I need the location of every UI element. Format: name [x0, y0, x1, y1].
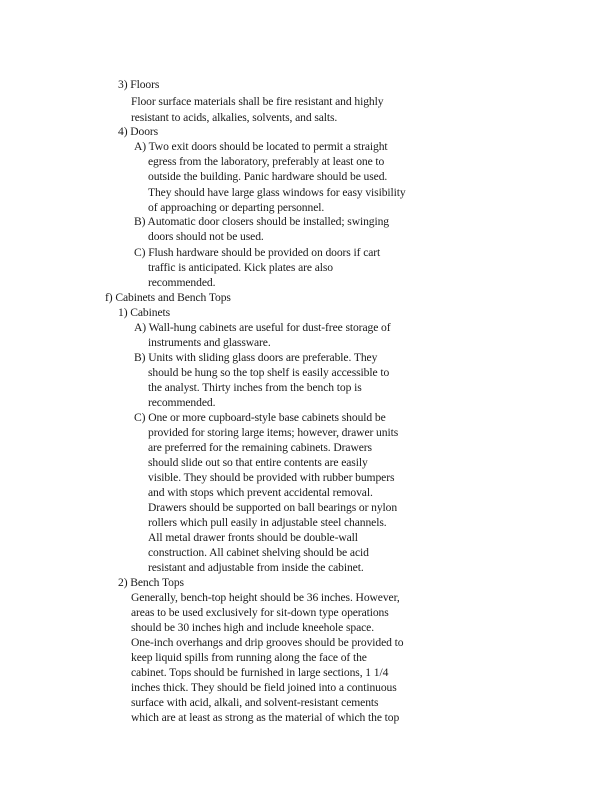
- doors-heading: 4) Doors: [118, 125, 159, 138]
- cabinets-section-heading: f) Cabinets and Bench Tops: [105, 291, 231, 304]
- doors-item-a-line: A) Two exit doors should be located to permit a straight: [134, 140, 388, 153]
- cabinets-item-c-line: rollers which pull easily in adjustable steel channels.: [148, 516, 387, 529]
- cabinets-item-c-line: C) One or more cupboard-style base cabinets should be: [134, 411, 386, 424]
- cabinets-item-a-line: instruments and glassware.: [148, 336, 271, 349]
- bench-tops-body-line: One-inch overhangs and drip grooves should be provided to: [131, 636, 404, 649]
- floors-heading: 3) Floors: [118, 78, 160, 91]
- cabinets-item-c-line: are preferred for the remaining cabinets. Drawers: [148, 441, 372, 454]
- cabinets-item-b-line: B) Units with sliding glass doors are preferable. They: [134, 351, 378, 364]
- bench-tops-body-line: Generally, bench-top height should be 36 inches. However,: [131, 591, 400, 604]
- bench-tops-body-line: surface with acid, alkali, and solvent-resistant cements: [131, 696, 379, 709]
- cabinets-item-c-line: visible. They should be provided with rubber bumpers: [148, 471, 395, 484]
- floors-body-line: Floor surface materials shall be fire resistant and highly: [131, 95, 384, 108]
- doors-item-b-line: doors should not be used.: [148, 230, 264, 243]
- cabinets-item-c-line: and with stops which prevent accidental removal.: [148, 486, 373, 499]
- doors-item-a-line: They should have large glass windows for easy visibility: [148, 186, 406, 199]
- cabinets-item-c-line: All metal drawer fronts should be double-wall: [148, 531, 358, 544]
- doors-item-a-line: egress from the laboratory, preferably at least one to: [148, 155, 385, 168]
- bench-tops-body-line: keep liquid spills from running along the face of the: [131, 651, 367, 664]
- cabinets-item-c-line: resistant and adjustable from inside the cabinet.: [148, 561, 364, 574]
- cabinets-item-b-line: should be hung so the top shelf is easily accessible to: [148, 366, 390, 379]
- cabinets-item-a-line: A) Wall-hung cabinets are useful for dust-free storage of: [134, 321, 391, 334]
- bench-tops-body-line: should be 30 inches high and include kneehole space.: [131, 621, 375, 634]
- cabinets-heading: 1) Cabinets: [118, 306, 171, 319]
- bench-tops-body-line: cabinet. Tops should be furnished in large sections, 1 1/4: [131, 666, 389, 679]
- bench-tops-heading: 2) Bench Tops: [118, 576, 184, 589]
- doors-item-b-line: B) Automatic door closers should be installed; swinging: [134, 215, 390, 228]
- cabinets-item-c-line: provided for storing large items; however, drawer units: [148, 426, 399, 439]
- bench-tops-body-line: areas to be used exclusively for sit-down type operations: [131, 606, 389, 619]
- cabinets-item-c-line: construction. All cabinet shelving should be acid: [148, 546, 369, 559]
- doors-item-c-line: C) Flush hardware should be provided on doors if cart: [134, 246, 381, 259]
- cabinets-item-c-line: Drawers should be supported on ball bearings or nylon: [148, 501, 398, 514]
- doors-item-c-line: recommended.: [148, 276, 216, 289]
- cabinets-item-b-line: recommended.: [148, 396, 216, 409]
- doors-item-a-line: outside the building. Panic hardware should be used.: [148, 170, 388, 183]
- floors-body-line: resistant to acids, alkalies, solvents, and salts.: [131, 111, 338, 124]
- cabinets-item-b-line: the analyst. Thirty inches from the bench top is: [148, 381, 362, 394]
- doors-item-c-line: traffic is anticipated. Kick plates are also: [148, 261, 333, 274]
- doors-item-a-line: of approaching or departing personnel.: [148, 201, 325, 214]
- cabinets-item-c-line: should slide out so that entire contents are easily: [148, 456, 368, 469]
- bench-tops-body-line: inches thick. They should be field joined into a continuous: [131, 681, 397, 694]
- bench-tops-body-line: which are at least as strong as the material of which the top: [131, 711, 400, 724]
